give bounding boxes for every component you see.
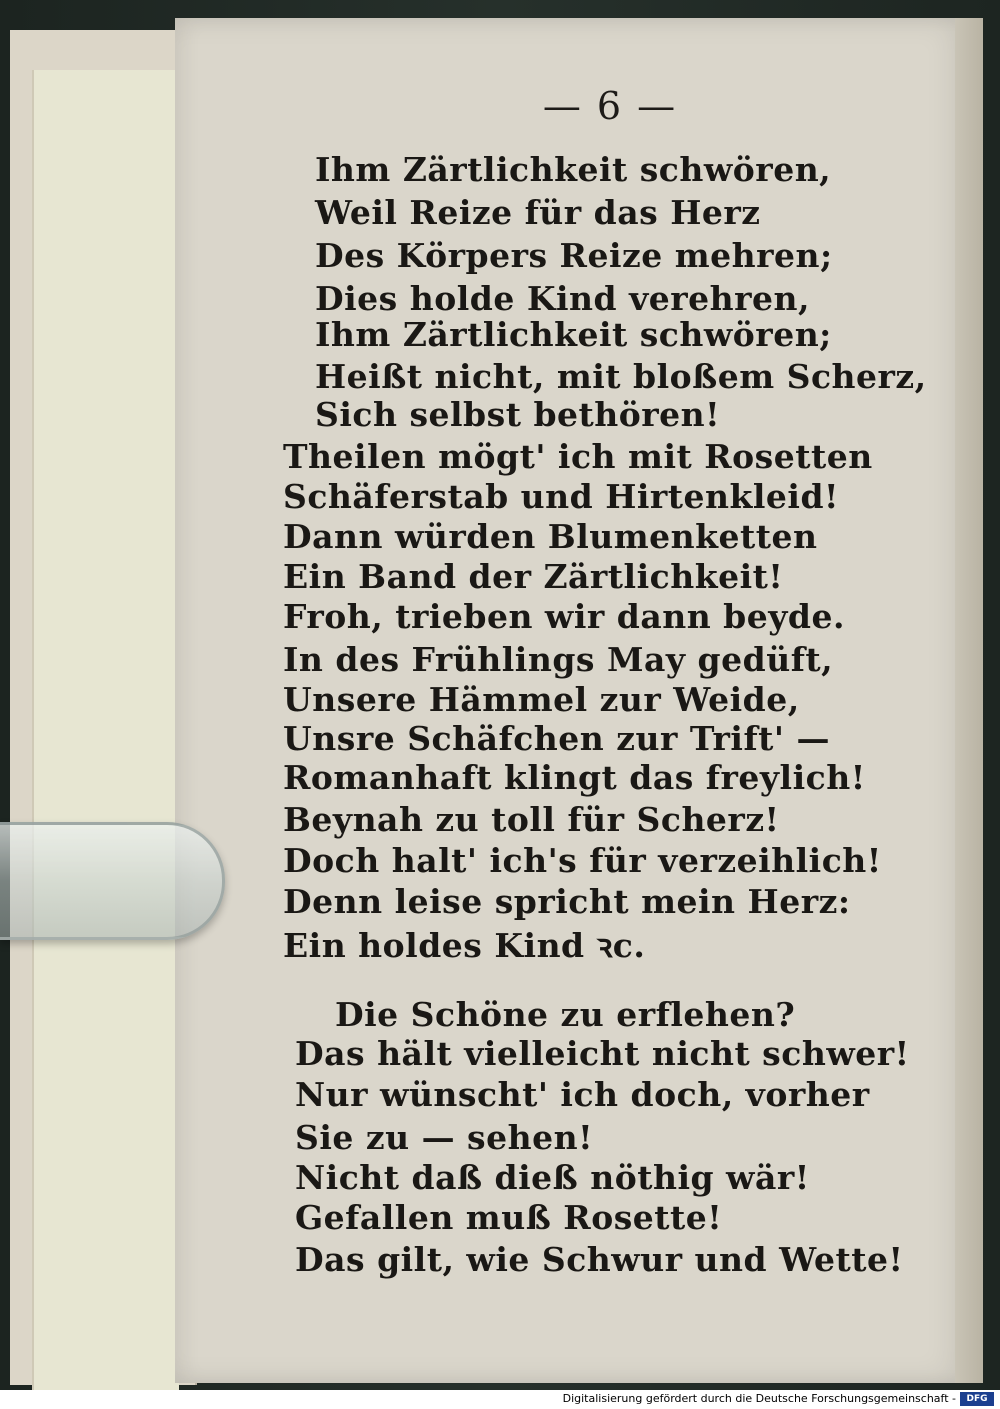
- dfg-logo: DFG: [960, 1392, 994, 1406]
- plastic-page-clip: [0, 822, 225, 940]
- poem-line: Gefallen muß Rosette!: [295, 1198, 723, 1237]
- poem-line: Doch halt' ich's für verzeihlich!: [283, 841, 882, 880]
- poem-line: Ein holdes Kind ꝛc.: [283, 926, 646, 965]
- poem-line: Dies holde Kind verehren,: [315, 279, 810, 318]
- poem-line: In des Frühlings May gedüft,: [283, 640, 834, 679]
- poem-line: Unsere Hämmel zur Weide,: [283, 680, 800, 719]
- poem-line: Die Schöne zu erflehen?: [335, 995, 796, 1034]
- poem-line: Schäferstab und Hirtenkleid!: [283, 477, 840, 516]
- page-number: — 6 —: [542, 84, 678, 128]
- poem-line: Des Körpers Reize mehren;: [315, 236, 833, 275]
- footer-bar: [0, 1390, 1000, 1409]
- poem-line: Sich selbst bethören!: [315, 395, 721, 434]
- poem-line: Das hält vielleicht nicht schwer!: [295, 1034, 910, 1073]
- poem-line: Denn leise spricht mein Herz:: [283, 882, 851, 921]
- poem-line: Beynah zu toll für Scherz!: [283, 800, 780, 839]
- digitization-credit: Digitalisierung gefördert durch die Deutsche Forschungsgemeinschaft -: [562, 1392, 956, 1405]
- poem-line: Nicht daß dieß nöthig wär!: [295, 1158, 810, 1197]
- poem-line: Weil Reize für das Herz: [315, 193, 761, 232]
- poem-line: Ein Band der Zärtlichkeit!: [283, 557, 784, 596]
- poem-line: Theilen mögt' ich mit Rosetten: [283, 437, 873, 476]
- poem-line: Froh, trieben wir dann beyde.: [283, 597, 845, 636]
- poem-line: Ihm Zärtlichkeit schwören;: [315, 315, 832, 354]
- poem-line: Ihm Zärtlichkeit schwören,: [315, 150, 832, 189]
- poem-line: Das gilt, wie Schwur und Wette!: [295, 1240, 904, 1279]
- poem-line: Heißt nicht, mit bloßem Scherz,: [315, 357, 927, 396]
- poem-line: Unsre Schäfchen zur Trift' —: [283, 719, 830, 758]
- poem-line: Sie zu — sehen!: [295, 1118, 594, 1157]
- poem-line: Nur wünscht' ich doch, vorher: [295, 1075, 870, 1114]
- poem-line: Dann würden Blumenketten: [283, 517, 818, 556]
- poem-line: Romanhaft klingt das freylich!: [283, 758, 866, 797]
